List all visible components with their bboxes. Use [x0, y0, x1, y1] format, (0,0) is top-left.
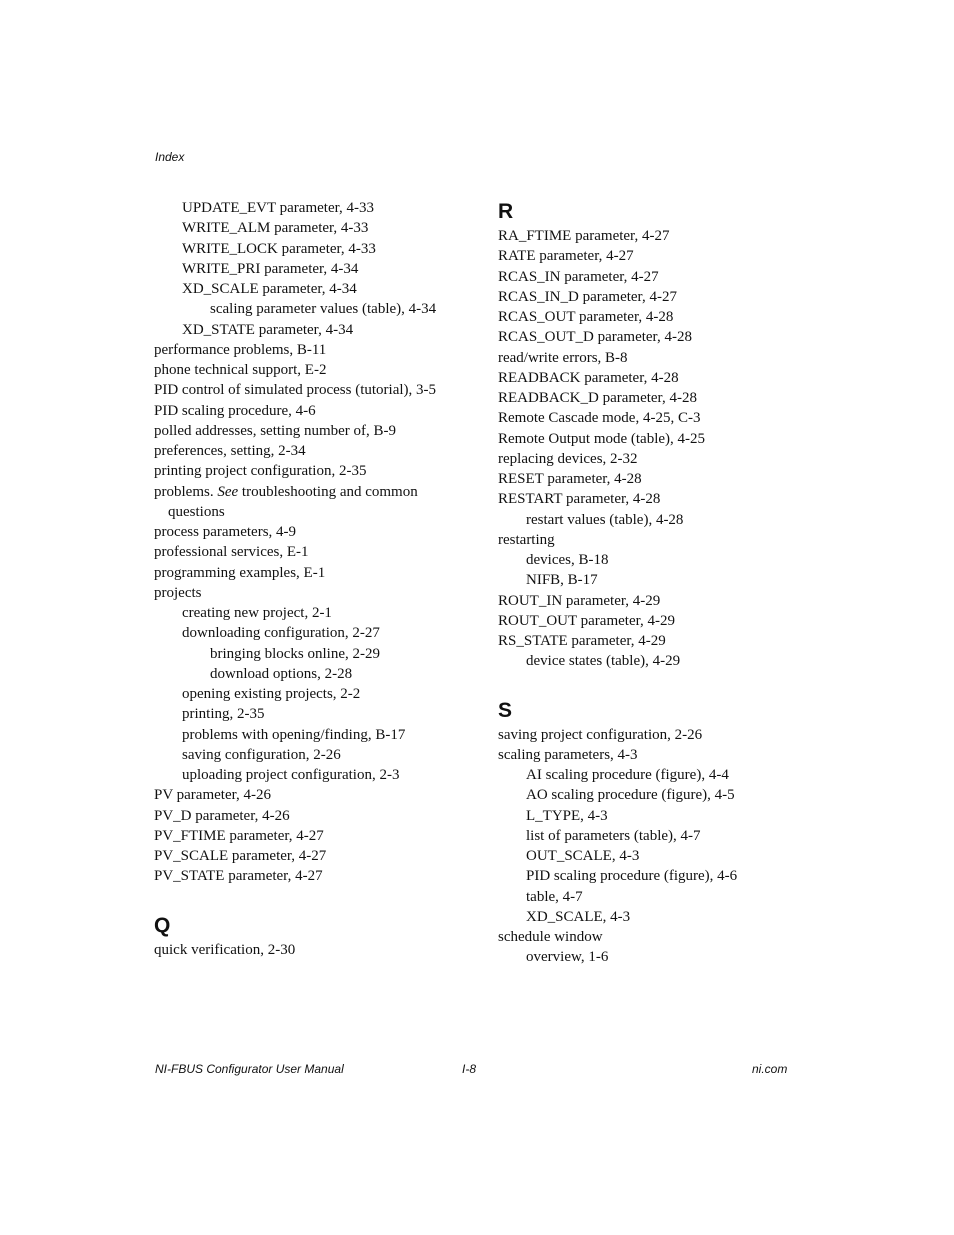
index-entry: READBACK parameter, 4-28 [498, 369, 679, 386]
index-entry: RA_FTIME parameter, 4-27 [498, 228, 670, 244]
index-entry: PV_D parameter, 4-26 [154, 807, 290, 824]
index-entry: creating new project, 2-1 [182, 605, 332, 621]
index-entry: opening existing projects, 2-2 [182, 686, 361, 702]
section-r-entries [498, 226, 798, 672]
index-column-left [154, 198, 454, 960]
index-entry: Remote Cascade mode, 4-25, C-3 [498, 410, 701, 427]
index-entry: RCAS_IN parameter, 4-27 [498, 268, 659, 285]
index-entry: RS_STATE parameter, 4-29 [498, 633, 666, 649]
running-header: Index [155, 150, 185, 164]
index-entry-text: troubleshooting and common [238, 483, 418, 500]
index-entry: problems with opening/finding, B-17 [182, 726, 406, 743]
index-entry: AO scaling procedure (figure), 4-5 [526, 787, 735, 804]
index-entry: schedule window [498, 929, 603, 945]
footer-website: ni.com [752, 1062, 788, 1076]
index-entry: printing project configuration, 2-35 [154, 463, 367, 480]
index-entry: preferences, setting, 2-34 [154, 443, 306, 459]
footer-page-number: I-8 [462, 1062, 477, 1076]
index-entry: phone technical support, E-2 [154, 362, 327, 378]
index-entry: L_TYPE, 4-3 [526, 807, 608, 824]
index-entry: XD_SCALE parameter, 4-34 [182, 281, 357, 297]
index-entry: performance problems, B-11 [154, 341, 327, 358]
index-entry: RCAS_OUT_D parameter, 4-28 [498, 329, 692, 346]
index-entry: programming examples, E-1 [154, 564, 326, 581]
index-entry: PV_STATE parameter, 4-27 [154, 868, 323, 885]
index-entry: PID control of simulated process (tutorial), 3-5 [154, 382, 437, 399]
index-entry: restarting [498, 531, 555, 548]
index-entry: UPDATE_EVT parameter, 4-33 [182, 200, 374, 216]
index-entry: RESET parameter, 4-28 [498, 471, 642, 487]
index-entry: read/write errors, B-8 [498, 349, 628, 366]
section-gap [498, 672, 798, 697]
index-entry: PID scaling procedure, 4-6 [154, 402, 316, 419]
index-entry: table, 4-7 [526, 888, 583, 905]
index-entry: PV parameter, 4-26 [154, 787, 272, 804]
section-letter-r: R [498, 200, 514, 223]
index-entry: WRITE_PRI parameter, 4-34 [182, 260, 359, 277]
index-entry: RATE parameter, 4-27 [498, 248, 634, 265]
index-entry: questions [168, 503, 225, 520]
index-entry-text: problems. [154, 483, 218, 500]
index-entry: PV_SCALE parameter, 4-27 [154, 848, 327, 864]
index-entry: downloading configuration, 2-27 [182, 625, 380, 642]
index-entry: XD_SCALE, 4-3 [526, 908, 631, 925]
index-entry: process parameters, 4-9 [154, 524, 297, 540]
index-entry: RCAS_IN_D parameter, 4-27 [498, 288, 677, 305]
index-column-right [498, 198, 798, 968]
index-entry: RCAS_OUT parameter, 4-28 [498, 309, 674, 325]
index-entry: RESTART parameter, 4-28 [498, 491, 661, 508]
section-s-entries [498, 725, 798, 968]
index-entry: professional services, E-1 [154, 544, 309, 561]
index-entry: AI scaling procedure (figure), 4-4 [526, 767, 729, 783]
section-q-entries [154, 940, 454, 960]
index-entry: uploading project configuration, 2-3 [182, 767, 400, 783]
index-entry: download options, 2-28 [210, 665, 353, 682]
index-entry: printing, 2-35 [182, 706, 265, 723]
see-reference: See [217, 483, 239, 500]
index-entry: scaling parameter values (table), 4-34 [210, 301, 437, 318]
index-entry: NIFB, B-17 [526, 572, 598, 589]
index-entry: WRITE_LOCK parameter, 4-33 [182, 240, 376, 257]
index-entry: list of parameters (table), 4-7 [526, 827, 701, 844]
index-entry: projects [154, 584, 202, 601]
section-gap [154, 887, 454, 912]
index-entry: quick verification, 2-30 [154, 941, 296, 958]
index-entry: ROUT_OUT parameter, 4-29 [498, 612, 675, 629]
index-entry: WRITE_ALM parameter, 4-33 [182, 220, 369, 237]
section-letter-q: Q [154, 913, 171, 937]
index-entry: bringing blocks online, 2-29 [210, 645, 380, 662]
index-entry: restart values (table), 4-28 [526, 511, 684, 528]
left-entry-list [154, 198, 454, 887]
index-entry: ROUT_IN parameter, 4-29 [498, 592, 661, 609]
index-entry: device states (table), 4-29 [526, 653, 681, 670]
index-entry: polled addresses, setting number of, B-9 [154, 422, 397, 439]
index-entry [154, 482, 454, 502]
footer-manual-title: NI-FBUS Configurator User Manual [155, 1062, 344, 1076]
index-entry: replacing devices, 2-32 [498, 450, 638, 467]
index-entry: OUT_SCALE, 4-3 [526, 848, 640, 864]
index-entry: XD_STATE parameter, 4-34 [182, 321, 354, 338]
index-entry: READBACK_D parameter, 4-28 [498, 390, 697, 406]
index-entry: PV_FTIME parameter, 4-27 [154, 827, 324, 844]
index-entry: scaling parameters, 4-3 [498, 746, 638, 763]
index-entry: saving project configuration, 2-26 [498, 726, 703, 743]
index-entry: saving configuration, 2-26 [182, 746, 341, 763]
index-entry: PID scaling procedure (figure), 4-6 [526, 868, 738, 885]
section-letter-s: S [498, 698, 513, 722]
index-entry: overview, 1-6 [526, 949, 609, 966]
index-entry: devices, B-18 [526, 552, 609, 568]
index-entry: Remote Output mode (table), 4-25 [498, 430, 706, 447]
